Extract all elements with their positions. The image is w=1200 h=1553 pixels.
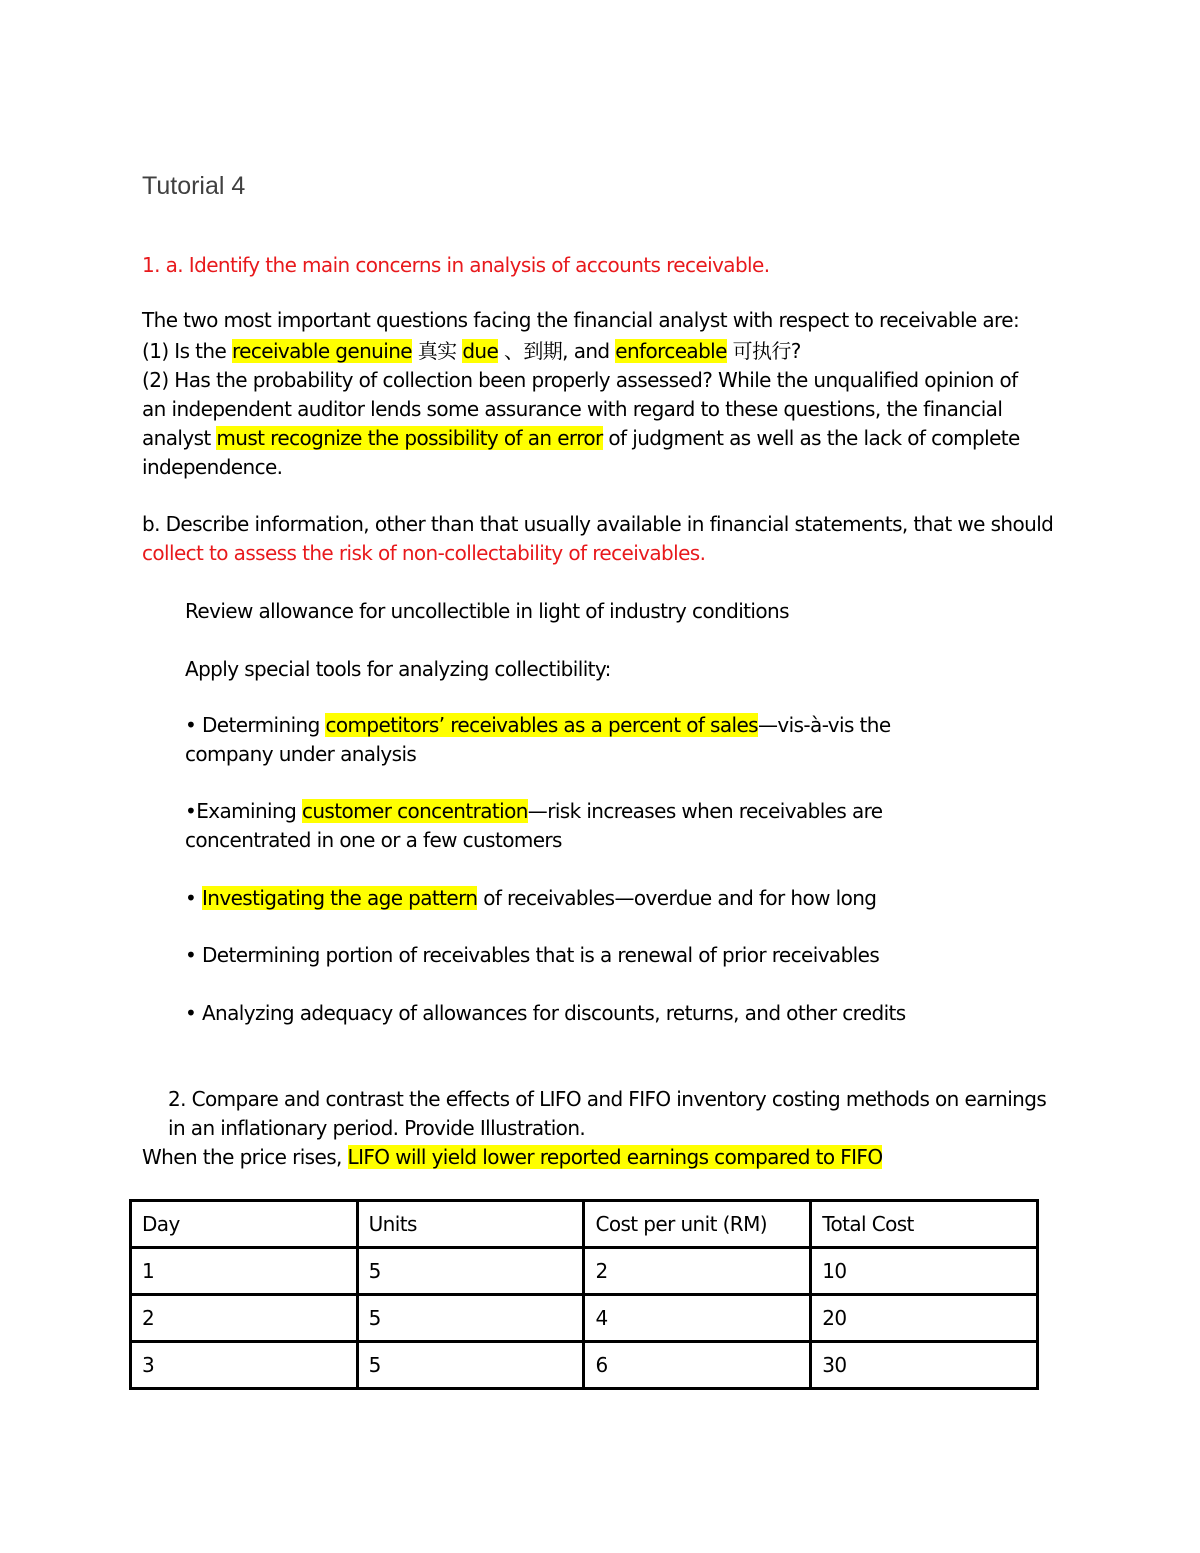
highlighted-text: receivable genuine xyxy=(231,339,412,363)
highlighted-text: competitors’ receivables as a percent of sales xyxy=(325,713,759,737)
table-row xyxy=(131,1248,1038,1295)
q1-intro-text: The two most important questions facing the financial analyst with respect to receivable are: xyxy=(142,308,1020,332)
bullet-customer-concentration xyxy=(185,797,883,826)
table-row xyxy=(131,1342,1038,1389)
table-cell: 6 xyxy=(584,1342,811,1389)
highlighted-text: Investigating the age pattern xyxy=(201,886,478,910)
text-segment: • Determining xyxy=(185,713,326,737)
table-header-cell: Total Cost xyxy=(811,1201,1038,1248)
text-segment: • xyxy=(185,886,202,910)
text-segment: —risk increases when receivables are xyxy=(527,799,883,823)
bullet-customer-concentration-continued: concentrated in one or a few customers xyxy=(185,828,562,852)
table-cell: 4 xyxy=(584,1295,811,1342)
bullet-renewal: • Determining portion of receivables that is a renewal of prior receivables xyxy=(185,943,880,967)
highlighted-text: due xyxy=(462,339,499,363)
table-cell: 30 xyxy=(811,1342,1038,1389)
question-1a-heading: 1. a. Identify the main concerns in analysis of accounts receivable. xyxy=(142,253,770,277)
table-cell: 3 xyxy=(131,1342,358,1389)
text-segment: When the price rises, xyxy=(142,1145,348,1169)
table-header-cell: Units xyxy=(357,1201,584,1248)
table-cell: 5 xyxy=(357,1342,584,1389)
text-segment: analyst xyxy=(142,426,217,450)
question-1b-line-1: b. Describe information, other than that usually available in financial statements, that we should xyxy=(142,512,1054,536)
text-segment: 真实 xyxy=(412,339,463,363)
bullet-competitors xyxy=(185,711,891,740)
highlighted-text: must recognize the possibility of an error xyxy=(216,426,603,450)
text-segment: 、到期, and xyxy=(498,339,616,363)
q1-point-1 xyxy=(142,337,801,366)
table-header-row xyxy=(131,1201,1038,1248)
apply-tools-text: Apply special tools for analyzing collectibility: xyxy=(185,657,611,681)
q1-point-2-line-1: (2) Has the probability of collection been properly assessed? While the unqualified opinion of xyxy=(142,368,1018,392)
highlighted-text: customer concentration xyxy=(301,799,528,823)
table-cell: 20 xyxy=(811,1295,1038,1342)
review-allowance-text: Review allowance for uncollectible in light of industry conditions xyxy=(185,599,789,623)
text-segment: of judgment as well as the lack of complete xyxy=(602,426,1020,450)
highlighted-text: enforceable xyxy=(615,339,727,363)
page-title: Tutorial 4 xyxy=(142,172,246,200)
text-segment: 可执行? xyxy=(726,339,801,363)
question-2-line-2: in an inflationary period. Provide Illustration. xyxy=(168,1116,586,1140)
question-2-answer xyxy=(142,1143,882,1172)
q1-point-2-line-2: an independent auditor lends some assurance with regard to these questions, the financial xyxy=(142,397,1003,421)
question-2-line-1: 2. Compare and contrast the effects of LIFO and FIFO inventory costing methods on earnings xyxy=(168,1087,1047,1111)
bullet-age-pattern xyxy=(185,884,876,913)
table-header-cell: Cost per unit (RM) xyxy=(584,1201,811,1248)
table-cell: 2 xyxy=(584,1248,811,1295)
table-row xyxy=(131,1295,1038,1342)
text-segment: of receivables—overdue and for how long xyxy=(477,886,877,910)
text-segment: (1) Is the xyxy=(142,339,232,363)
table-cell: 5 xyxy=(357,1295,584,1342)
highlighted-text: LIFO will yield lower reported earnings compared to FIFO xyxy=(347,1145,883,1169)
text-segment: •Examining xyxy=(185,799,302,823)
bullet-allowances: • Analyzing adequacy of allowances for discounts, returns, and other credits xyxy=(185,1001,906,1025)
inventory-cost-table xyxy=(129,1199,1039,1390)
table-cell: 2 xyxy=(131,1295,358,1342)
question-1b-line-2: collect to assess the risk of non-collectability of receivables. xyxy=(142,541,706,565)
table-cell: 1 xyxy=(131,1248,358,1295)
q1-point-2-line-3 xyxy=(142,424,1020,453)
table-header-cell: Day xyxy=(131,1201,358,1248)
bullet-competitors-continued: company under analysis xyxy=(185,742,417,766)
table-cell: 5 xyxy=(357,1248,584,1295)
text-segment: —vis-à-vis the xyxy=(758,713,891,737)
table-cell: 10 xyxy=(811,1248,1038,1295)
q1-point-2-line-4: independence. xyxy=(142,455,283,479)
